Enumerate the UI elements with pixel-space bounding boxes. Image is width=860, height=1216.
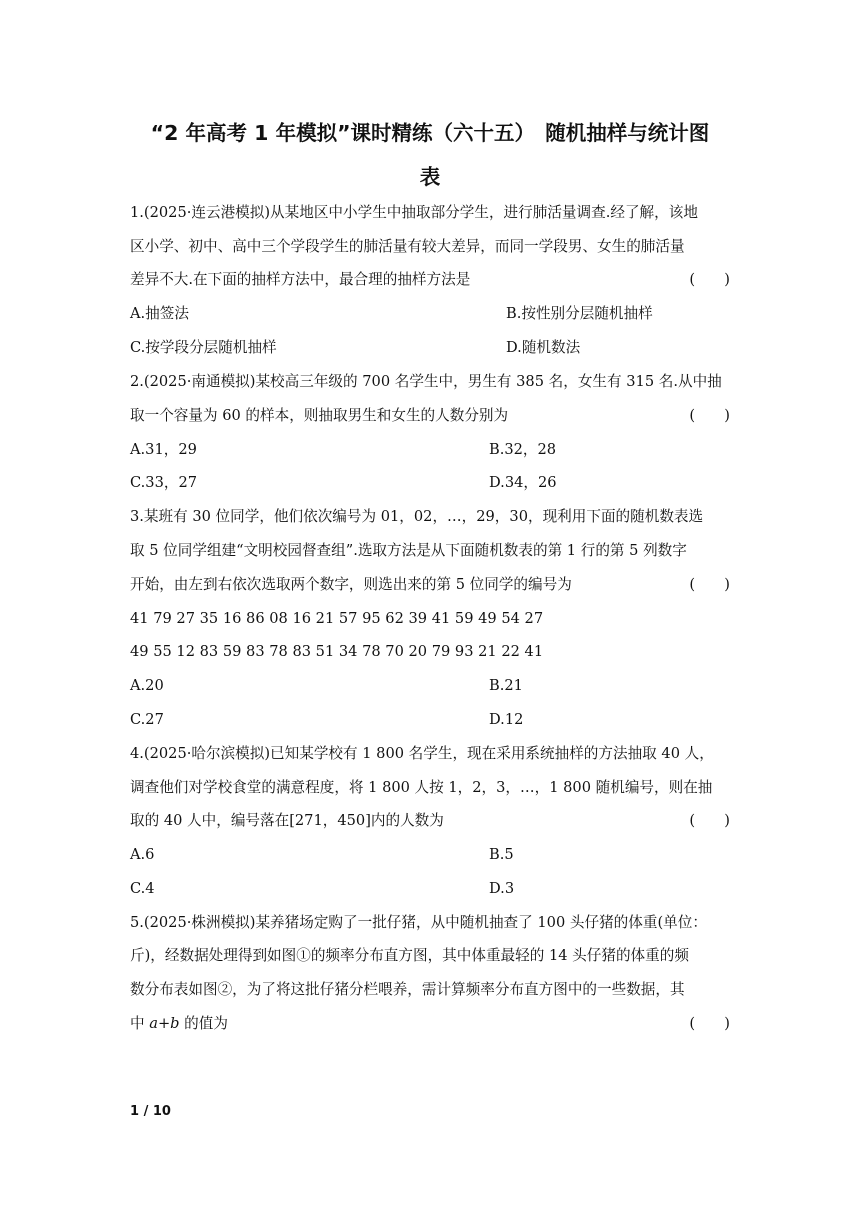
question-text: 开始，由左到右依次选取两个数字，则选出来的第 5 位同学的编号为 <box>130 576 572 593</box>
question-text-suffix: 的值为 <box>179 1015 228 1032</box>
plus-sign: + <box>157 1015 171 1032</box>
option-d: D.34，26 <box>489 474 557 491</box>
question-text-line: 4.(2025·哈尔滨模拟)已知某学校有 1 800 名学生，现在采用系统抽样的方法抽取 40 人， <box>130 745 714 762</box>
question-text: 取的 40 人中，编号落在[271，450]内的人数为 <box>130 812 444 829</box>
answer-blank: ( ) <box>689 271 730 288</box>
page-title: “2 年高考 1 年模拟”课时精练（六十五） 随机抽样与统计图 <box>150 121 710 145</box>
variable-a: a <box>149 1015 158 1032</box>
question-text-line: 数分布表如图②，为了将这批仔猪分栏喂养，需计算频率分布直方图中的一些数据，其 <box>130 981 685 998</box>
variable-b: b <box>170 1015 180 1032</box>
option-c: C.按学段分层随机抽样 <box>130 339 277 356</box>
question-text-line: 5.(2025·株洲模拟)某养猪场定购了一批仔猪，从中随机抽查了 100 头仔猪的体重(单位： <box>130 914 707 931</box>
answer-blank: ( ) <box>689 407 730 424</box>
question-text-line: 斤)，经数据处理得到如图①的频率分布直方图，其中体重最轻的 14 头仔猪的体重的频 <box>130 947 689 964</box>
random-number-table-row-2: 49 55 12 83 59 83 78 83 51 34 78 70 20 79 93 21 22 41 <box>130 643 544 660</box>
question-text-line: 2.(2025·南通模拟)某校高三年级的 700 名学生中，男生有 385 名，女生有 315 名.从中抽 <box>130 373 722 390</box>
option-d: D.随机数法 <box>506 339 581 356</box>
page-number: 1 / 10 <box>130 1104 171 1119</box>
option-d: D.3 <box>489 880 515 897</box>
option-c: C.27 <box>130 711 164 728</box>
option-d: D.12 <box>489 711 524 728</box>
option-c: C.33，27 <box>130 474 198 491</box>
option-b: B.5 <box>489 846 514 863</box>
question-text-line <box>130 270 730 290</box>
question-text-line: 区小学、初中、高中三个学段学生的肺活量有较大差异，而同一学段男、女生的肺活量 <box>130 238 685 255</box>
question-text-line: 取 5 位同学组建“文明校园督查组”.选取方法是从下面随机数表的第 1 行的第 5 列数字 <box>130 542 687 559</box>
answer-blank: ( ) <box>689 576 730 593</box>
question-text-line: 3.某班有 30 位同学，他们依次编号为 01，02，…，29，30，现利用下面的随机数表选 <box>130 508 704 525</box>
question-text: 差异不大.在下面的抽样方法中，最合理的抽样方法是 <box>130 271 471 288</box>
question-text-line <box>130 575 730 595</box>
question-text-line <box>130 1014 730 1034</box>
question-text-line: 1.(2025·连云港模拟)从某地区中小学生中抽取部分学生，进行肺活量调查.经了解，该地 <box>130 204 698 221</box>
answer-blank: ( ) <box>689 812 730 829</box>
question-text: 取一个容量为 60 的样本，则抽取男生和女生的人数分别为 <box>130 407 509 424</box>
question-text-line: 调查他们对学校食堂的满意程度，将 1 800 人按 1，2，3，…，1 800 随机编号，则在抽 <box>130 779 713 796</box>
question-text-line <box>130 406 730 426</box>
random-number-table-row-1: 41 79 27 35 16 86 08 16 21 57 95 62 39 41 59 49 54 27 <box>130 610 544 627</box>
option-b: B.21 <box>489 677 523 694</box>
option-a: A.20 <box>130 677 164 694</box>
option-b: B.32，28 <box>489 441 557 458</box>
option-b: B.按性别分层随机抽样 <box>506 305 653 322</box>
option-a: A.抽签法 <box>130 305 189 322</box>
question-text-line <box>130 811 730 831</box>
option-a: A.31，29 <box>130 441 197 458</box>
question-text-prefix: 中 <box>130 1015 150 1032</box>
page-title-continued: 表 <box>419 165 441 189</box>
answer-blank: ( ) <box>689 1015 730 1032</box>
option-c: C.4 <box>130 880 155 897</box>
option-a: A.6 <box>130 846 155 863</box>
